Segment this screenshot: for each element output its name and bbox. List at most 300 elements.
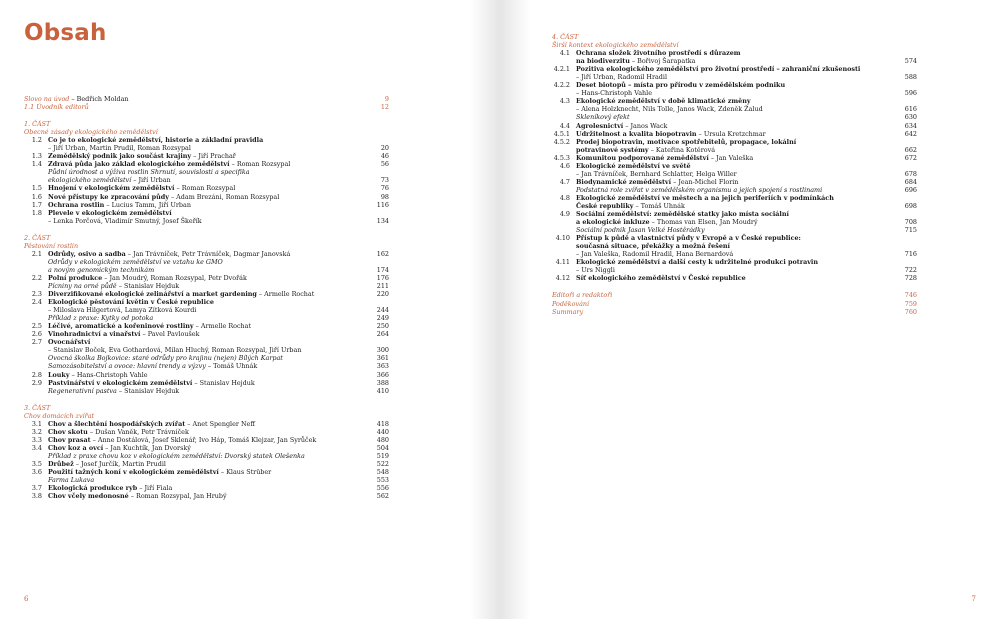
entry-page: 264 xyxy=(376,330,389,339)
entry-page: 56 xyxy=(380,160,389,169)
entry-title: Skleníkový efekt xyxy=(576,113,630,122)
entry-title: Louky xyxy=(48,370,70,379)
entry-title: Vinohradnictví a vinařství xyxy=(48,330,141,339)
entry-separator: – xyxy=(69,370,77,379)
entry-text xyxy=(576,122,667,130)
entry-number: 4.9 xyxy=(559,210,570,219)
entry-text xyxy=(48,298,214,306)
entry-separator: – xyxy=(633,201,641,210)
entry-page: 9 xyxy=(384,95,389,103)
entry-authors: Pavel Pavloušek xyxy=(147,330,200,339)
entry-number: 4.11 xyxy=(555,258,570,267)
entry-text xyxy=(48,371,148,379)
entry-title: Pozitiva ekologického zemědělství pro životní prostředí – zahraniční zkušenosti xyxy=(576,65,861,74)
entry-text xyxy=(576,138,796,146)
entry-authors: – Alena Holzknecht, Nils Tolle, Janos Wack, Zdeněk Žalud xyxy=(576,105,763,114)
toc-entry xyxy=(24,144,389,152)
entry-title: 1. ČÁST xyxy=(24,120,51,129)
entry-authors: Ursula Kretzchmar xyxy=(703,129,766,138)
toc-entry xyxy=(24,242,389,250)
entry-number: 3.6 xyxy=(31,468,42,477)
entry-text xyxy=(48,168,250,176)
entry-text xyxy=(48,330,199,338)
entry-page: 504 xyxy=(376,443,389,452)
entry-authors: Kateřina Kotěrová xyxy=(655,145,716,154)
toc-entry xyxy=(552,274,917,282)
toc-entry xyxy=(24,95,389,103)
toc-entry xyxy=(24,412,389,420)
entry-page: 366 xyxy=(376,370,389,379)
entry-text xyxy=(48,290,314,298)
toc-entry xyxy=(24,314,389,322)
entry-text xyxy=(24,404,50,412)
toc-entry xyxy=(24,387,389,395)
entry-authors: Janos Wack xyxy=(630,121,668,130)
entry-title: Ekologické zemědělství a další cesty k udržitelné produkci potravin xyxy=(576,258,818,267)
entry-authors: Tomáš Uhnák xyxy=(213,362,258,371)
entry-text xyxy=(48,428,189,436)
entry-authors: Tomáš Uhnák xyxy=(640,201,685,210)
entry-separator: – xyxy=(131,176,139,185)
entry-number: 2.7 xyxy=(31,338,42,347)
toc-entry xyxy=(24,379,389,387)
toc-entry xyxy=(24,436,389,444)
entry-page: 249 xyxy=(376,314,389,323)
entry-authors: Hans-Christoph Vahle xyxy=(76,370,148,379)
entry-page: 634 xyxy=(904,121,917,130)
entry-title: Nové přístupy ke zpracování půdy xyxy=(48,192,169,201)
entry-title: Summary xyxy=(552,307,584,316)
entry-authors: Jiří Urban xyxy=(138,176,171,185)
entry-text xyxy=(48,217,202,225)
right-page xyxy=(500,0,1000,619)
entry-text xyxy=(24,234,50,242)
entry-text xyxy=(48,452,305,460)
entry-text xyxy=(576,210,789,218)
entry-page: 174 xyxy=(376,265,389,274)
entry-page: 519 xyxy=(376,451,389,460)
page-title: Obsah xyxy=(24,20,107,46)
entry-page: 696 xyxy=(904,185,917,194)
entry-text xyxy=(576,57,695,65)
entry-page: 722 xyxy=(904,266,917,275)
toc-entry xyxy=(552,234,917,242)
entry-page: 684 xyxy=(904,177,917,186)
entry-page: 73 xyxy=(380,176,389,185)
entry-title: Ekologické pěstování květin v České republice xyxy=(48,298,214,307)
entry-separator: – xyxy=(140,330,148,339)
entry-page: 662 xyxy=(904,145,917,154)
entry-text xyxy=(552,291,612,299)
entry-text xyxy=(576,49,741,57)
entry-title: Léčivé, aromatické a kořeninové rostliny xyxy=(48,322,194,331)
entry-page: 361 xyxy=(376,354,389,363)
entry-title: Zemědělský podnik jako součást krajiny xyxy=(48,152,192,161)
entry-title: Zdravá půda jako základ ekologického zemědělství xyxy=(48,160,230,169)
entry-page: 244 xyxy=(376,306,389,315)
toc-block xyxy=(552,291,917,315)
entry-title: Ekologické zemědělství ve městech a na jejich periferiích v podmínkách xyxy=(576,193,834,202)
toc-entry xyxy=(552,122,917,130)
entry-page: 363 xyxy=(376,362,389,371)
toc-entry xyxy=(552,33,917,41)
entry-title: Pícniny na orné půdě xyxy=(48,281,117,290)
entry-authors: Roman Rozsypal xyxy=(181,184,236,193)
toc-entry xyxy=(552,49,917,57)
entry-page: 418 xyxy=(376,419,389,428)
entry-number: 3.2 xyxy=(31,427,42,436)
entry-page: 760 xyxy=(904,307,917,316)
entry-number: 1.3 xyxy=(31,152,42,161)
entry-authors: Anne Dostálová, Josef Sklenář, Ivo Háp, Tomáš Klejzar, Jan Syrůček xyxy=(97,435,317,444)
entry-title: Diverzifikované ekologické zelinářství a market gardening xyxy=(48,290,257,299)
entry-authors: – Jan Trávníček, Bernhard Schlatter, Helga Willer xyxy=(576,169,737,178)
entry-separator: – xyxy=(256,290,265,299)
entry-authors: Bořivoj Šarapatka xyxy=(637,57,696,66)
entry-text xyxy=(552,33,578,41)
entry-authors: Jiří Fiala xyxy=(144,484,173,493)
toc-entry xyxy=(552,113,917,121)
toc-entry xyxy=(24,234,389,242)
entry-title: Ochrana složek životního prostředí s důrazem xyxy=(576,49,741,58)
toc-entry xyxy=(24,266,389,274)
entry-text xyxy=(48,492,227,500)
toc-entry xyxy=(552,162,917,170)
entry-title: Chov domácích zvířat xyxy=(24,411,95,420)
entry-text xyxy=(576,186,822,194)
entry-title: Přístup k půdě a vlastnictví půdy v Evropě a v České republice: xyxy=(576,234,801,243)
entry-text xyxy=(48,193,279,201)
entry-number: 4.8 xyxy=(559,193,570,202)
entry-text xyxy=(576,234,801,242)
entry-text xyxy=(576,178,738,186)
entry-title: a ekologické inkluze xyxy=(576,218,650,227)
entry-authors: Jean-Michel Florin xyxy=(678,177,739,186)
entry-text xyxy=(24,412,94,420)
toc-entry xyxy=(24,274,389,282)
toc-entry xyxy=(24,492,389,500)
entry-title: Udržitelnost a kvalita biopotravin xyxy=(576,129,697,138)
entry-number: 3.8 xyxy=(31,492,42,501)
toc-entry xyxy=(552,89,917,97)
entry-title: Sociální podnik Jasan Velké Hostěrádky xyxy=(576,226,705,235)
entry-number: 3.5 xyxy=(31,459,42,468)
entry-title: na biodiverzitu xyxy=(576,57,630,66)
entry-title: 3. ČÁST xyxy=(24,403,51,412)
entry-title: Plevele v ekologickém zemědělství xyxy=(48,208,172,217)
entry-separator: – xyxy=(629,57,638,66)
entry-number: 1.8 xyxy=(31,208,42,217)
entry-separator: – xyxy=(708,153,717,162)
entry-authors: – Hans-Christoph Vahle xyxy=(576,89,652,98)
toc-entry xyxy=(24,136,389,144)
entry-text xyxy=(48,468,271,476)
entry-title: Slovo na úvod xyxy=(24,95,70,103)
entry-text xyxy=(48,362,257,370)
entry-separator: – xyxy=(192,378,200,387)
entry-text xyxy=(576,218,758,226)
entry-text xyxy=(48,387,179,395)
entry-page: 522 xyxy=(376,459,389,468)
entry-separator: – xyxy=(168,192,177,201)
toc-entry xyxy=(24,209,389,217)
entry-authors: – Jan Valeška, Radomil Hradil, Hana Bernardová xyxy=(576,250,734,259)
entry-number: 4.7 xyxy=(559,177,570,186)
entry-number: 2.9 xyxy=(31,378,42,387)
entry-page: 698 xyxy=(904,201,917,210)
toc-block xyxy=(24,120,389,225)
entry-text xyxy=(576,130,766,138)
entry-number: 4.4 xyxy=(559,121,570,130)
entry-text xyxy=(576,65,860,73)
entry-title: Chov prasat xyxy=(48,435,91,444)
toc-entry xyxy=(24,120,389,128)
entry-text xyxy=(576,258,818,266)
toc-entry xyxy=(24,176,389,184)
entry-authors: Jan Kuchtík, Jan Dvorský xyxy=(110,443,191,452)
entry-number: 4.2.2 xyxy=(553,81,570,90)
entry-text xyxy=(48,314,153,322)
gutter-shadow-left xyxy=(470,0,500,619)
entry-title: Biodynamické zemědělství xyxy=(576,177,672,186)
entry-authors: Thomas van Elsen, Jan Moudrý xyxy=(656,218,758,227)
toc-entry xyxy=(552,202,917,210)
entry-page: 20 xyxy=(380,144,389,153)
entry-page: 630 xyxy=(904,113,917,122)
entry-number: 4.5.3 xyxy=(553,153,570,162)
entry-authors: – Stanislav Boček, Eva Gothardová, Milan Hluchý, Roman Rozsypal, Jiří Urban xyxy=(48,346,302,355)
entry-title: Použití tažných koní v ekologickém zemědělství xyxy=(48,468,219,477)
entry-separator: – xyxy=(104,200,112,209)
entry-number: 3.3 xyxy=(31,435,42,444)
entry-authors: Anet Spengler Neff xyxy=(192,419,255,428)
entry-separator: – xyxy=(116,281,124,290)
entry-title: Ochrana rostlin xyxy=(48,200,105,209)
toc-entry xyxy=(24,250,389,258)
entry-separator: – xyxy=(174,184,182,193)
entry-title: Ekologické zemědělství ve světě xyxy=(576,161,691,170)
entry-title: Síť ekologického zemědělství v České republice xyxy=(576,274,746,283)
entry-page: 708 xyxy=(904,218,917,227)
toc-block xyxy=(24,234,389,395)
entry-separator: – xyxy=(696,129,704,138)
entry-separator: – xyxy=(671,177,679,186)
entry-text xyxy=(48,460,166,468)
entry-authors: Jan Moudrý, Roman Rozsypal, Petr Dvořák xyxy=(109,273,247,282)
entry-separator: – xyxy=(218,468,227,477)
entry-text xyxy=(48,282,179,290)
entry-separator: – xyxy=(623,121,631,130)
entry-text xyxy=(576,202,685,210)
toc-entry xyxy=(24,362,389,370)
entry-title: Deset biotopů – místa pro přírodu v zemědělském podniku xyxy=(576,81,786,90)
toc-entry xyxy=(24,258,389,266)
entry-page: 220 xyxy=(376,290,389,299)
entry-title: Sociální zemědělství: zemědělské statky jako místa sociální xyxy=(576,210,789,219)
toc-entry xyxy=(552,154,917,162)
entry-title: Prodej biopotravin, motivace spotřebitelů, propagace, lokální xyxy=(576,137,797,146)
entry-title: Ekologické zemědělství v době klimatické změny xyxy=(576,97,751,106)
toc-entry xyxy=(24,476,389,484)
entry-title: Pěstování rostlin xyxy=(24,241,79,250)
entry-separator: – xyxy=(137,484,145,493)
entry-separator: – xyxy=(90,435,98,444)
entry-text xyxy=(24,120,50,128)
entry-page: 410 xyxy=(376,386,389,395)
entry-text xyxy=(576,170,737,178)
entry-page: 746 xyxy=(904,291,917,300)
toc-entry xyxy=(552,81,917,89)
entry-title: Půdní úrodnost a výživa rostlin Shrnutí, souvislosti a specifika xyxy=(48,168,250,177)
toc-entry xyxy=(552,186,917,194)
entry-authors: Roman Rozsypal xyxy=(236,160,291,169)
entry-text xyxy=(48,274,247,282)
entry-authors: Roman Rozsypal, Jan Hrubý xyxy=(136,492,227,501)
entry-page: 300 xyxy=(376,346,389,355)
entry-number: 2.1 xyxy=(31,249,42,258)
entry-title: Chov koz a ovcí xyxy=(48,443,104,452)
toc-entry xyxy=(552,65,917,73)
toc-entry xyxy=(552,300,917,308)
toc-entry xyxy=(24,290,389,298)
gutter-shadow-right xyxy=(500,0,530,619)
toc-entry xyxy=(552,138,917,146)
entry-title: Chov a šlechtění hospodářských zvířat xyxy=(48,419,186,428)
entry-text xyxy=(48,201,191,209)
entry-number: 4.3 xyxy=(559,97,570,106)
toc-entry xyxy=(552,218,917,226)
toc-entry xyxy=(24,404,389,412)
entry-text xyxy=(48,266,154,274)
entry-page: 596 xyxy=(904,89,917,98)
entry-title: Chov včely medonosné xyxy=(48,492,129,501)
entry-page: 440 xyxy=(376,427,389,436)
entry-title: České republiky xyxy=(576,201,634,210)
entry-separator: – xyxy=(116,386,125,395)
toc-entry xyxy=(24,298,389,306)
entry-page: 672 xyxy=(904,153,917,162)
entry-number: 4.2.1 xyxy=(553,65,570,74)
entry-number: 3.7 xyxy=(31,484,42,493)
toc-entry xyxy=(24,452,389,460)
entry-text xyxy=(576,162,691,170)
toc-entry xyxy=(24,282,389,290)
entry-title: Co je to ekologické zemědělství, historie a základní pravidla xyxy=(48,136,264,145)
entry-page: 480 xyxy=(376,435,389,444)
entry-text xyxy=(24,95,129,103)
entry-authors: Josef Jurčík, Martin Prudil xyxy=(80,459,166,468)
toc-entry xyxy=(552,57,917,65)
entry-title: Agrolesnictví xyxy=(576,121,624,130)
entry-title: současná situace, překážky a možná řešení xyxy=(576,242,730,251)
entry-title: 2. ČÁST xyxy=(24,233,51,242)
entry-number: 2.3 xyxy=(31,290,42,299)
entry-number: 1.2 xyxy=(31,136,42,145)
entry-separator: – xyxy=(191,152,199,161)
entry-title: Chov skotu xyxy=(48,427,88,436)
entry-title: Drůbež xyxy=(48,459,74,468)
entry-separator: – xyxy=(73,459,81,468)
toc-block xyxy=(24,95,389,111)
toc-entry xyxy=(552,210,917,218)
entry-number: 2.2 xyxy=(31,273,42,282)
entry-page: 759 xyxy=(904,299,917,308)
entry-page: 716 xyxy=(904,250,917,259)
entry-separator: – xyxy=(128,492,137,501)
entry-title: a novým genomickým technikám xyxy=(48,265,155,274)
entry-text xyxy=(576,113,630,121)
entry-authors: Stanislav Hejduk xyxy=(199,378,255,387)
entry-page: 678 xyxy=(904,169,917,178)
entry-page: 98 xyxy=(380,192,389,201)
toc-entry xyxy=(24,371,389,379)
toc-entry xyxy=(552,41,917,49)
page-number-right: 7 xyxy=(971,595,976,603)
entry-number: 1.6 xyxy=(31,192,42,201)
entry-page: 388 xyxy=(376,378,389,387)
entry-authors: Lucius Tamm, Jiří Urban xyxy=(111,200,191,209)
entry-title: Samozásobitelství a ovoce: hlavní trendy a výzvy xyxy=(48,362,206,371)
entry-number: 4.5.1 xyxy=(553,129,570,138)
entry-number: 1.4 xyxy=(31,160,42,169)
entry-text xyxy=(576,194,834,202)
entry-title: Ovocnářství xyxy=(48,338,91,347)
toc-entry xyxy=(24,338,389,346)
entry-number: 1.7 xyxy=(31,200,42,209)
entry-text xyxy=(48,436,316,444)
toc-entry xyxy=(24,128,389,136)
entry-text xyxy=(552,308,583,316)
entry-text xyxy=(576,226,705,234)
toc-right xyxy=(552,33,917,316)
toc-entry xyxy=(24,460,389,468)
entry-authors: Dušan Vaněk, Petr Trávníček xyxy=(95,427,189,436)
entry-separator: – xyxy=(103,443,111,452)
toc-entry xyxy=(552,258,917,266)
toc-entry xyxy=(24,217,389,225)
toc-entry xyxy=(24,193,389,201)
entry-page: 556 xyxy=(376,484,389,493)
entry-number: 2.8 xyxy=(31,370,42,379)
entry-authors: Adam Brezáni, Roman Rozsypal xyxy=(176,192,280,201)
entry-title: Širší kontext ekologického zemědělství xyxy=(552,41,679,50)
entry-authors: Jan Trávníček, Petr Trávníček, Dagmar Janovská xyxy=(133,249,291,258)
entry-text xyxy=(576,274,746,282)
entry-page: 715 xyxy=(904,226,917,235)
toc-entry xyxy=(24,103,389,111)
entry-page: 211 xyxy=(376,281,389,290)
entry-number: 4.10 xyxy=(555,234,570,243)
page-number-left: 6 xyxy=(24,595,29,603)
toc-entry xyxy=(24,484,389,492)
toc-entry xyxy=(24,306,389,314)
entry-number: 4.6 xyxy=(559,161,570,170)
entry-page: 176 xyxy=(376,273,389,282)
entry-title: ekologického zemědělství xyxy=(48,176,132,185)
entry-text xyxy=(48,484,172,492)
toc-entry xyxy=(552,178,917,186)
entry-authors: – Lenka Porčová, Vladimír Smutný, Josef Škeřík xyxy=(48,216,202,225)
entry-page: 134 xyxy=(376,216,389,225)
entry-number: 2.6 xyxy=(31,330,42,339)
entry-page: 562 xyxy=(376,492,389,501)
entry-text xyxy=(24,103,89,111)
entry-title: Hnojení v ekologickém zemědělství xyxy=(48,184,175,193)
entry-title: Komunitou podporované zemědělství xyxy=(576,153,709,162)
entry-number: 4.5.2 xyxy=(553,137,570,146)
entry-title: Polní produkce xyxy=(48,273,103,282)
entry-title: Ekologická produkce ryb xyxy=(48,484,138,493)
